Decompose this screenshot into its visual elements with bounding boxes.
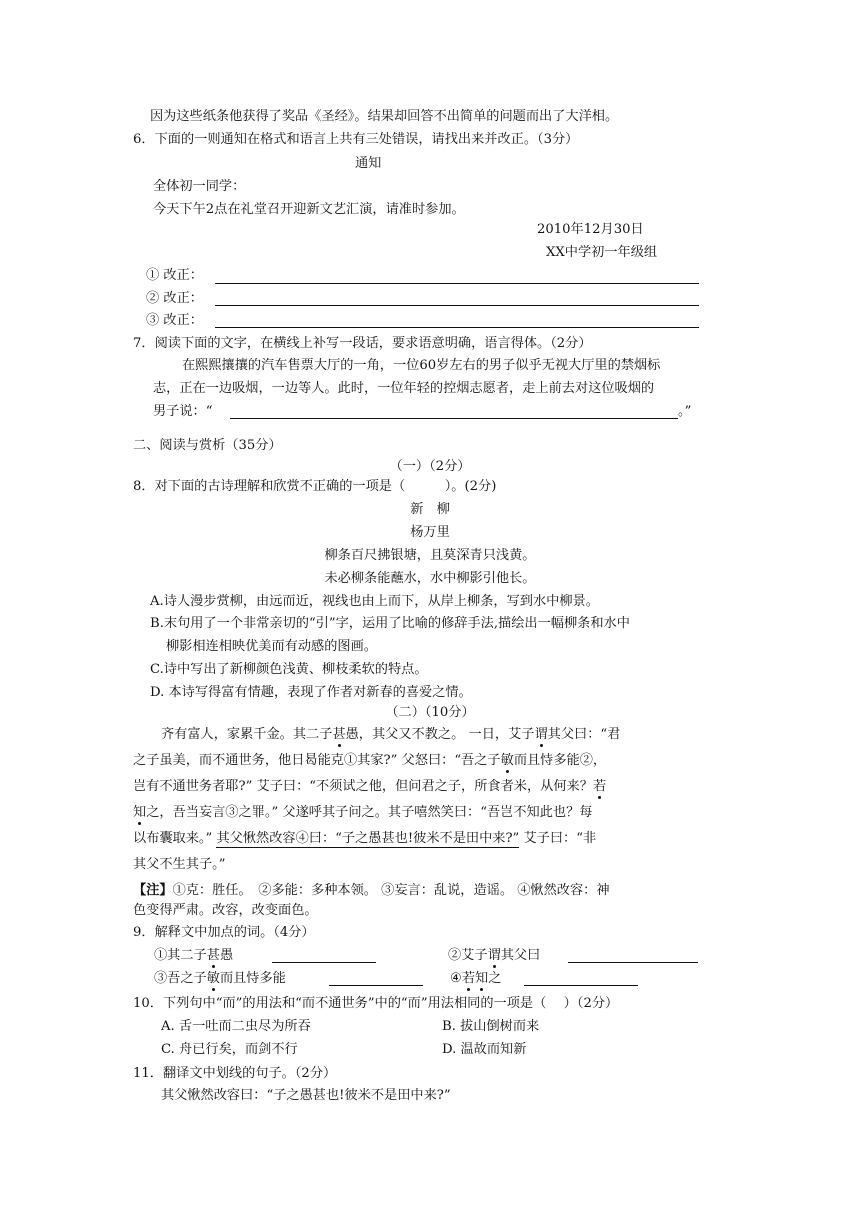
dotted-word: 甚 (332, 727, 346, 742)
passage-line-2: 之子虽美，而不通世务，他日曷能克①其家?” 父怒曰：“吾之子敏而且恃多能②， (133, 753, 607, 768)
poem-title: 新 柳 (410, 502, 450, 517)
passage-line-6: 其父不生其子。” (133, 857, 226, 872)
q9-answer-line-4[interactable] (524, 985, 638, 986)
part2-heading: （二）（10分） (385, 705, 475, 720)
part1-heading: （一）（2分） (389, 459, 471, 474)
q8-option-a: A.诗人漫步赏柳，由远而近，视线也由上而下，从岸上柳条，写到水中柳景。 (150, 594, 599, 609)
fix-label-1: ① 改正： (146, 268, 203, 283)
fix-answer-line-2[interactable] (215, 305, 699, 306)
underlined-sentence: 其父愀然改容④曰：“子之愚甚也!彼米不是田中来?” (216, 831, 520, 846)
q9-answer-line-3[interactable] (329, 985, 423, 986)
q10-option-d: D. 温故而知新 (442, 1042, 527, 1057)
notice-body: 今天下午2点在礼堂召开迎新文艺汇演，请准时参加。 (153, 202, 465, 217)
dotted-word: 知 (475, 971, 489, 986)
dotted-word: 敏 (500, 753, 514, 768)
notice-title: 通知 (355, 156, 382, 171)
q8-prompt: 8．对下面的古诗理解和欣赏不正确的一项是（ ）。(2分) (133, 479, 497, 494)
q9-answer-line-2[interactable] (568, 962, 698, 963)
notes-label: 【注】 (133, 883, 173, 898)
dotted-word: 谓 (534, 727, 548, 742)
q8-option-c: C.诗中写出了新柳颜色浅黄、柳枝柔软的特点。 (150, 662, 428, 677)
q11-sentence: 其父愀然改容曰：“子之愚甚也!彼米不是田中来?” (161, 1088, 451, 1103)
q10-option-c: C. 舟已行矣，而剑不行 (161, 1042, 298, 1057)
fix-answer-line-1[interactable] (215, 283, 699, 284)
q9-answer-line-1[interactable] (272, 962, 376, 963)
q9-item-3: ③吾之子敏而且恃多能 (154, 971, 286, 986)
poem-line-1: 柳条百尺拂银塘，且莫深青只浅黄。 (324, 548, 536, 563)
passage-line-3: 岂有不通世务者耶?” 艾子曰：“不须试之他，但问君之子，所食者米，从何来？若 (133, 779, 607, 794)
q7-passage-line-2: 志，正在一边吸烟，一边等人。此时，一位年轻的控烟志愿者，走上前去对这位吸烟的 (153, 381, 655, 396)
notice-date: 2010年12月30日 (537, 222, 644, 237)
q8-option-b-line-1: B.末句用了一个非常亲切的“引”字，运用了比喻的修辞手法,描绘出一幅柳条和水中 (150, 616, 630, 631)
dotted-word: 若 (461, 971, 476, 986)
poem-line-2: 未必柳条能蘸水，水中柳影引他长。 (324, 571, 536, 586)
poem-author: 杨万里 (410, 525, 450, 540)
passage-line-5: 以布囊取来。” 其父愀然改容④曰：“子之愚甚也!彼米不是田中来?” 艾子曰：“非 (133, 831, 597, 846)
passage-line-4: 知之，吾当妄言③之罪。” 父遂呼其子问之。其子嘻然笑曰：“吾岂不知此也？每 (133, 805, 593, 820)
q9-item-2: ②艾子谓其父曰 (448, 948, 541, 963)
q7-passage-line-3-end: 。” (678, 404, 692, 419)
q5-tail-text: 因为这些纸条他获得了奖品《圣经》。结果却回答不出简单的问题而出了大洋相。 (150, 109, 619, 124)
q9-item-4: ④若知之 (450, 971, 502, 986)
fix-label-2: ② 改正： (146, 291, 203, 306)
notes-line-1: 【注】①克：胜任。 ②多能：多种本领。 ③妄言：乱说，造谣。 ④愀然改容：神 (133, 883, 610, 898)
dotted-word: 甚 (206, 948, 220, 963)
q10-option-b: B. 拔山倒树而来 (442, 1019, 540, 1034)
q8-option-b-line-2: 柳影相连相映优美而有动感的图画。 (166, 639, 377, 654)
q7-answer-line[interactable] (230, 418, 678, 419)
fix-label-3: ③ 改正： (146, 313, 203, 328)
notice-signer: XX中学初一年级组 (546, 245, 658, 260)
dotted-word: 敏 (206, 971, 220, 986)
q6-prompt: 6．下面的一则通知在格式和语言上共有三处错误，请找出来并改正。（3分） (133, 132, 579, 147)
dotted-word: 谓 (487, 948, 501, 963)
section2-title: 二、阅读与赏析（35分） (133, 438, 282, 453)
q7-prompt: 7．阅读下面的文字，在横线上补写一段话，要求语意明确，语言得体。（2分） (133, 336, 592, 351)
q7-passage-line-3-start: 男子说：“ (153, 404, 213, 419)
q9-prompt: 9．解释文中加点的词。（4分） (133, 925, 315, 940)
notice-addressee: 全体初一同学： (153, 179, 246, 194)
q7-passage-line-1: 在熙熙攘攘的汽车售票大厅的一角，一位60岁左右的男子似乎无视大厅里的禁烟标 (182, 358, 661, 373)
notes-line-2: 色变得严肃。改容，改变面色。 (133, 903, 318, 918)
q9-item-1: ①其二子甚愚 (154, 948, 234, 963)
dotted-word: 知 (133, 805, 147, 820)
passage-line-1: 齐有富人，家累千金。其二子甚愚，其父又不教之。 一日，艾子谓其父曰：“君 (161, 727, 621, 742)
q11-prompt: 11．翻译文中划线的句子。（2分） (133, 1066, 337, 1081)
q8-option-d: D. 本诗写得富有情趣，表现了作者对新春的喜爱之情。 (150, 685, 472, 700)
q10-prompt: 10．下列句中“而”的用法和“而不通世务”中的“而”用法相同的一项是（ ）（2分） (133, 996, 619, 1011)
fix-answer-line-3[interactable] (215, 327, 699, 328)
q10-option-a: A. 舌一吐而二虫尽为所吞 (161, 1019, 311, 1034)
dotted-word: 若 (592, 779, 607, 794)
